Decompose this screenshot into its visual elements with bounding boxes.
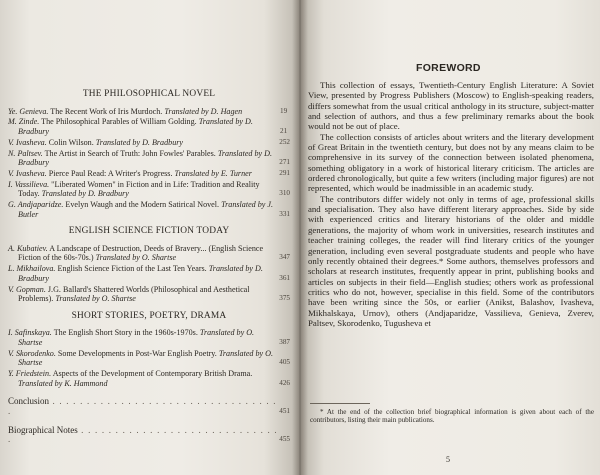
- section-title-science-fiction: ENGLISH SCIENCE FICTION TODAY: [68, 226, 230, 237]
- entry-page: 331: [279, 209, 290, 218]
- toc-conclusion: [8, 397, 290, 416]
- entry-translator: Translated by D. Bradbury: [41, 189, 129, 199]
- entry-author: L. Mikhailova.: [8, 264, 56, 274]
- toc-biographical-notes: [8, 426, 290, 445]
- entry-page: 375: [279, 294, 290, 303]
- entry-translator: Translated by D. Hagen: [164, 106, 243, 116]
- entry-translator: Translated by O. Shartse: [18, 328, 255, 347]
- entry-title: A Landscape of Destruction, Deeds of Bravery... (English Science Fiction of the 60s-70s.): [18, 243, 264, 263]
- entry-page: 271: [279, 158, 290, 167]
- entry-author: I. Safinskaya.: [8, 328, 52, 338]
- entry-author: Ye. Genieva.: [8, 106, 49, 116]
- entry-page: 361: [279, 273, 290, 282]
- entry-title: J.G. Ballard's Shattered Worlds (Philosophical and Aesthetical Problems).: [18, 284, 250, 304]
- toc-entry: Ye. Genieva. The Recent Work of Iris Murdoch. Translated by D. Hagen 19: [8, 106, 288, 116]
- entry-page: 426: [279, 378, 290, 387]
- conclusion-label: Conclusion: [8, 396, 50, 407]
- toc-entry: [8, 169, 290, 179]
- entry-author: Y. Friedstein.: [8, 369, 52, 379]
- conclusion-page: 451: [279, 406, 290, 415]
- toc-entry: [8, 349, 290, 368]
- entry-author: G. Andjaparidze.: [8, 200, 64, 210]
- entry-page: 252: [279, 137, 290, 146]
- entry-author: M. Zinde.: [8, 117, 40, 127]
- entry-author: V. Ivasheva.: [8, 168, 47, 178]
- toc-entry: [8, 180, 290, 199]
- toc-entry: [8, 285, 290, 304]
- foreword-paragraph: The collection consists of articles about writers and the literary development of Great Britain in the twentieth century, but does not by any means claim to be comprehensive in its survey of the connection between isolated phenomena, something obligatory in a work of historical literary criticism. The articles are ordered chronologically, but quite a few writers (including major figures) are not represented, which would be inadmissible in an academic study.: [308, 131, 594, 194]
- table-of-contents: [8, 84, 290, 445]
- entry-translator: Translated by O. Shartse: [18, 348, 274, 368]
- toc-entry: [8, 264, 290, 283]
- entry-author: N. Paltsev.: [8, 148, 43, 158]
- entry-translator: Translated by O. Shartse: [55, 294, 136, 304]
- toc-entry: [8, 138, 290, 148]
- entry-translator: Translated by E. Turner: [174, 168, 252, 178]
- footnote-divider: [310, 403, 370, 404]
- entry-translator: Translated by J. Butler: [18, 200, 274, 219]
- toc-entry: [8, 149, 290, 168]
- entry-title: Some Developments in Post-War English Poetry.: [57, 348, 217, 358]
- section-title-philosophical-novel: THE PHILOSOPHICAL NOVEL: [82, 89, 216, 99]
- entry-author: V. Skorodenko.: [8, 348, 56, 358]
- biographical-notes-page: 455: [279, 435, 290, 444]
- entry-author: V. Gopman.: [8, 284, 46, 294]
- toc-entry: [8, 369, 290, 388]
- entry-title: The English Short Story in the 1960s-1970s.: [53, 328, 198, 338]
- entry-title: The Artist in Search of Truth: John Fowles' Parables.: [44, 148, 216, 158]
- leader-dots: . . . . . . . . . . . . . . . . . . . . . . . . . . . . . . . . . .: [8, 396, 277, 416]
- foreword: [306, 0, 596, 475]
- foreword-body: [308, 80, 594, 328]
- entry-page: 347: [279, 253, 290, 262]
- entry-title: Colin Wilson.: [48, 137, 94, 147]
- entry-page: 405: [279, 358, 290, 367]
- foreword-paragraph: This collection of essays, Twentieth-Century English Literature: A Soviet View, presented by Progress Publishers (Moscow) to English-speaking readers, differs somewhat from the usual critical anthology in its structure, subject-matter and selection of authors, and thus a few preliminary remarks about the book would not be out of place.: [308, 80, 594, 132]
- entry-title: Pierce Paul Read: A Writer's Progress.: [48, 168, 173, 178]
- entry-title: English Science Fiction of the Last Ten Years.: [57, 264, 207, 274]
- toc-entry: [8, 244, 290, 263]
- entry-author: A. Kubatiev.: [8, 243, 48, 253]
- foreword-paragraph: The contributors differ widely not only in terms of age, professional skills and specialisation. They also have different literary approaches. Side by side with experienced critics and literary historians of the older and middle generations, the majority of whom work in universities, research institutes and teacher training colleges, the reader will find literary critics of the younger generation, including even several postgraduate students and people who have only recently obtained their degrees.* Some authors, themselves professors and scholars at research institutes, frequently appear in print, publishing books and articles on subjects in their field—English studies; others work as professional critics who do not, however, specialise in this field. Some of the contributors have been writing since the 50s, or earlier (Anikst, Balashov, Ivasheva, Mikhalskaya, Urnov), others (Andjaparidze, Vassilieva, Genieva, Zverev, Paltsev, Skorodenko, Tugusheva et: [308, 193, 594, 328]
- entry-translator: Translated by D. Bradbury: [18, 117, 253, 136]
- entry-page: 387: [279, 337, 290, 346]
- entry-page: 310: [279, 189, 290, 198]
- entry-title: "Liberated Women" in Fiction and in Life: Tradition and Reality Today.: [18, 179, 260, 199]
- foreword-title: FOREWORD: [416, 62, 481, 74]
- entry-translator: Translated by O. Shartse: [95, 253, 177, 263]
- footnote: * At the end of the collection brief biographical information is given about each of the contributors, listing their main publications.: [310, 408, 594, 425]
- entry-translator: Translated by D. Bradbury: [18, 148, 273, 168]
- entry-title: Aspects of the Development of Contemporary British Drama.: [52, 369, 253, 379]
- entry-translator: Translated by K. Hammond: [18, 378, 108, 388]
- entry-title: The Recent Work of Iris Murdoch.: [50, 106, 163, 116]
- page-number: 5: [446, 455, 450, 464]
- entry-page: 291: [279, 168, 290, 177]
- entry-author: I. Vassilieva.: [8, 179, 50, 189]
- toc-entry: M. Zinde. The Philosophical Parables of William Golding. Translated by D. Bradbury 21: [8, 117, 288, 136]
- biographical-notes-label: Biographical Notes: [8, 424, 78, 435]
- entry-title: Evelyn Waugh and the Modern Satirical Novel.: [65, 200, 220, 210]
- toc-entry: [8, 328, 290, 347]
- toc-entry: [8, 200, 290, 219]
- entry-title: The Philosophical Parables of William Golding.: [41, 117, 197, 127]
- entry-author: V. Ivasheva.: [8, 137, 47, 147]
- section-title-short-stories: SHORT STORIES, POETRY, DRAMA: [71, 310, 227, 321]
- leader-dots: . . . . . . . . . . . . . . . . . . . . . . . . . . . . . .: [8, 424, 278, 445]
- entry-translator: Translated by D. Bradbury: [95, 137, 183, 147]
- entry-translator: Translated by D. Bradbury: [18, 264, 263, 283]
